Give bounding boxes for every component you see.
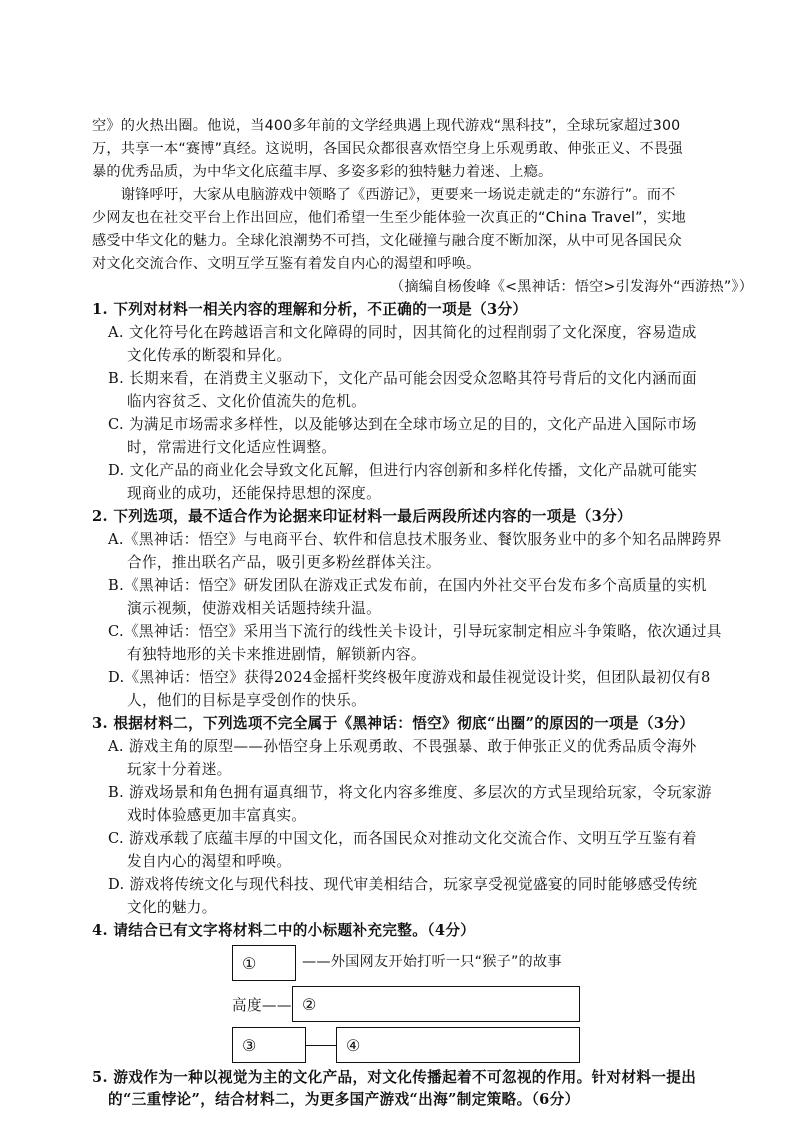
option-b: B. 游戏场景和角色拥有逼真细节，将文化内容多维度、多层次的方式呈现给玩家，令玩家游 — [108, 784, 712, 801]
option-c: C. 为满足市场需求多样性，以及能够达到在全球市场立足的目的，文化产品进入国际市场 — [108, 416, 697, 433]
option-b: B. 长期来看，在消费主义驱动下，文化产品可能会因受众忽略其符号背后的文化内涵而面 — [108, 370, 697, 387]
question-stem: 4. 请结合已有文字将材料二中的小标题补充完整。（4分） — [92, 922, 476, 939]
diagram-caption: ——外国网友开始打听一只“猴子”的故事 — [302, 954, 562, 970]
option-a: A.《黑神话：悟空》与电商平台、软件和信息技术服务业、餐饮服务业中的多个知名品牌跨界 — [108, 531, 722, 548]
blank-box-3[interactable] — [232, 1027, 306, 1063]
option-d: D.《黑神话：悟空》获得2024金摇杆奖终极年度游戏和最佳视觉设计奖，但团队最初仅有8 — [108, 669, 711, 686]
blank-number-3: ③ — [242, 1036, 257, 1055]
option-b-cont: 临内容贫乏、文化价值流失的危机。 — [127, 393, 367, 410]
passage-line: 少网友也在社交平台上作出回应，他们希望一生至少能体验一次真正的“China Travel”，实地 — [92, 210, 686, 226]
blank-box-2[interactable] — [292, 986, 580, 1022]
passage-line: 暴的优秀品质，为中华文化底蕴丰厚、多姿多彩的独特魅力着迷、上瘾。 — [92, 164, 553, 180]
option-d-cont: 人，他们的目标是享受创作的快乐。 — [127, 692, 367, 709]
passage-line: 谢锋呼吁，大家从电脑游戏中领略了《西游记》，更要来一场说走就走的“东游行”。而不 — [92, 187, 676, 203]
passage-line: 对文化交流合作、文明互学互鉴有着发自内心的渴望和呼唤。 — [92, 256, 481, 272]
passage-line: 感受中华文化的魅力。全球化浪潮势不可挡，文化碰撞与融合度不断加深，从中可见各国民众 — [92, 233, 682, 249]
option-c-cont: 有独特地形的关卡来推进剧情，解锁新内容。 — [127, 646, 426, 663]
connector-line — [306, 1045, 336, 1046]
option-c: C. 游戏承载了底蕴丰厚的中国文化，而各国民众对推动文化交流合作、文明互学互鉴有着 — [108, 830, 697, 847]
passage-line: 万，共享一本“赛博”真经。这说明，各国民众都很喜欢悟空身上乐观勇敢、伸张正义、不畏强 — [92, 141, 683, 157]
option-d: D. 文化产品的商业化会导致文化瓦解，但进行内容创新和多样化传播，文化产品就可能实 — [108, 462, 698, 479]
option-b-cont: 演示视频，使游戏相关话题持续升温。 — [127, 600, 382, 617]
blank-box-4[interactable] — [336, 1027, 580, 1063]
passage-line: 空》的火热出圈。他说，当400多年前的文学经典遇上现代游戏“黑科技”，全球玩家超过300 — [92, 118, 681, 134]
option-d-cont: 文化的魅力。 — [127, 899, 217, 916]
question-stem-cont: 的“三重悖论”，结合材料二，为更多国产游戏“出海”制定策略。（6分） — [108, 1091, 580, 1108]
question-stem: 5. 游戏作为一种以视觉为主的文化产品，对文化传播起着不可忽视的作用。针对材料一提出 — [92, 1069, 697, 1086]
question-stem: 1. 下列对材料一相关内容的理解和分析，不正确的一项是（3分） — [92, 301, 528, 318]
option-a: A. 游戏主角的原型——孙悟空身上乐观勇敢、不畏强暴、敢于伸张正义的优秀品质令海外 — [108, 738, 697, 755]
blank-number-1: ① — [242, 954, 257, 973]
blank-box-1[interactable] — [232, 945, 296, 981]
option-b: B.《黑神话：悟空》研发团队在游戏正式发布前，在国内外社交平台发布多个高质量的实机 — [108, 577, 707, 594]
blank-number-4: ④ — [346, 1036, 361, 1055]
option-a: A. 文化符号化在跨越语言和文化障碍的同时，因其简化的过程削弱了文化深度，容易造成 — [108, 324, 697, 341]
option-b-cont: 戏时体验感更加丰富真实。 — [127, 807, 307, 824]
question-stem: 3. 根据材料二，下列选项不完全属于《黑神话：悟空》彻底“出圈”的原因的一项是（3分） — [92, 715, 695, 732]
option-a-cont: 文化传承的断裂和异化。 — [127, 347, 292, 364]
blank-number-2: ② — [302, 995, 317, 1014]
option-d: D. 游戏将传统文化与现代科技、现代审美相结合，玩家享受视觉盛宴的同时能够感受传统 — [108, 876, 698, 893]
option-c: C.《黑神话：悟空》采用当下流行的线性关卡设计，引导玩家制定相应斗争策略，依次通过具 — [108, 623, 722, 640]
question-stem: 2. 下列选项，最不适合作为论据来印证材料一最后两段所述内容的一项是（3分） — [92, 508, 632, 525]
option-c-cont: 发自内心的渴望和呼唤。 — [127, 853, 292, 870]
option-a-cont: 合作，推出联名产品，吸引更多粉丝群体关注。 — [127, 554, 441, 571]
diagram-label: 高度—— — [232, 997, 292, 1014]
option-c-cont: 时，常需进行文化适应性调整。 — [127, 439, 337, 456]
passage-source: （摘编自杨俊峰《<黑神话：悟空>引发海外“西游热”》） — [390, 279, 754, 295]
option-a-cont: 玩家十分着迷。 — [127, 761, 232, 778]
option-d-cont: 现商业的成功，还能保持思想的深度。 — [127, 485, 382, 502]
